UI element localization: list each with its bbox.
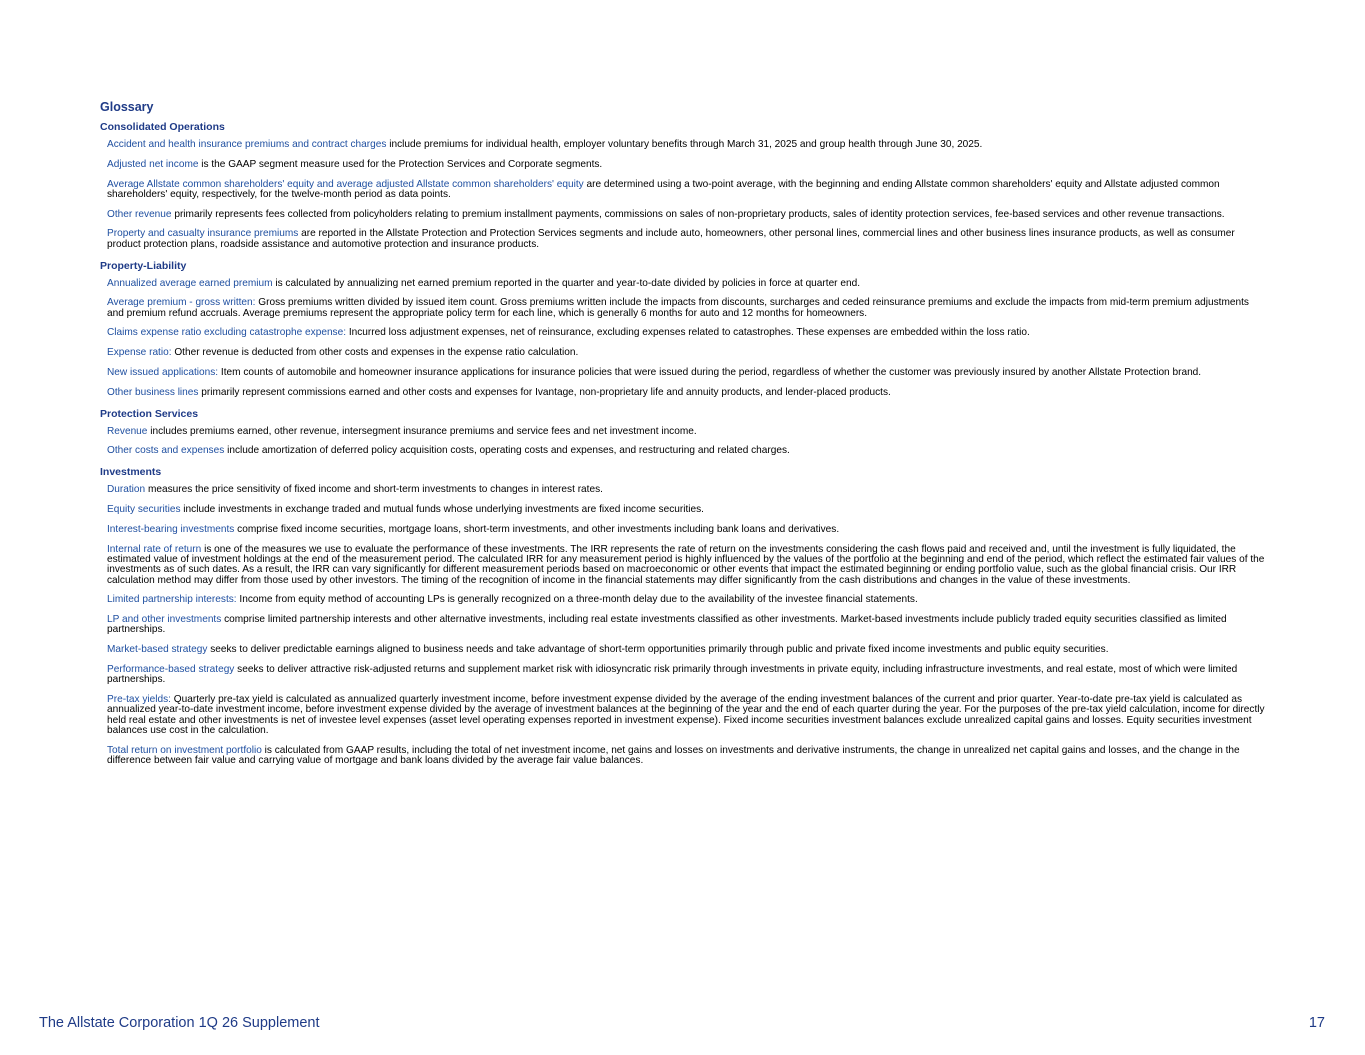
section-heading: Protection Services bbox=[100, 407, 199, 420]
glossary-term: Property and casualty insurance premiums bbox=[107, 228, 299, 240]
glossary-term: Average premium - gross written: bbox=[107, 297, 256, 309]
glossary-definition: primarily represent commissions earned and other costs and expenses for Ivantage, non-proprietary life and annuity products, and lender-placed products. bbox=[198, 386, 891, 398]
page-number: 17 bbox=[1308, 1015, 1325, 1031]
glossary-term: Annualized average earned premium bbox=[107, 277, 273, 289]
glossary-definition: Incurred loss adjustment expenses, net of reinsurance, excluding expenses related to catastrophes. These expenses are embedded within the loss ratio. bbox=[346, 327, 1030, 339]
glossary-term: Adjusted net income bbox=[107, 158, 199, 170]
glossary-entry bbox=[107, 328, 1265, 338]
glossary-definition: Item counts of automobile and homeowner insurance applications for insurance policies that were issued during the period, regardless of whether the customer was previously insured by another Allstate Protection brand. bbox=[218, 367, 1202, 379]
glossary-entry bbox=[107, 615, 1265, 636]
glossary-sections bbox=[100, 121, 1265, 766]
glossary-term: LP and other investments bbox=[107, 614, 222, 626]
glossary-entry bbox=[107, 746, 1265, 767]
glossary-entry bbox=[107, 368, 1265, 378]
glossary-term: Equity securities bbox=[107, 504, 181, 516]
glossary-term: Duration bbox=[107, 484, 146, 496]
glossary-definition: include investments in exchange traded and mutual funds whose underlying investments are fixed income securities. bbox=[180, 504, 704, 516]
glossary-definition: measures the price sensitivity of fixed income and short-term investments to changes in interest rates. bbox=[145, 484, 603, 496]
glossary-definition: Quarterly pre-tax yield is calculated as annualized quarterly investment income, before investment expense divided by the average of the ending investment balances of the current and prior quarter. Year-to-date pre-tax yield is calculated as annualized year-to-date investment income, before investment expense divided by the average of investment balances at the beginning of the year and the end of each quarter during the year. For the purposes of the pre-tax yield calculation, income for directly held real estate and other investments is net of investee level expenses (asset level operating expenses reported in investment expense). Fixed income securities investment balances exclude unrealized capital gains and losses. Equity securities investment balances use cost in the calculation. bbox=[107, 694, 1265, 736]
glossary-term: Expense ratio: bbox=[107, 347, 172, 359]
glossary-entry bbox=[107, 210, 1265, 220]
glossary-entry bbox=[107, 545, 1265, 586]
glossary-definition: is one of the measures we use to evaluate the performance of these investments. The IRR represents the rate of return on the investments considering the cash flows paid and received and, until the investment is fully liquidated, the estimated value of investment holdings at the end of the measurement period. The calculated IRR for any measurement period is highly influenced by the values of the portfolio at the beginning and end of the period, which reflect the estimated fair values of the investments as of such dates. As a result, the IRR can vary significantly for different measurement periods based on macroeconomic or other events that impact the estimated beginning or ending portfolio value, such as the global financial crisis. Our IRR calculation method may differ from those used by other investors. The timing of the recognition of income in the financial statements may differ significantly from the cash distributions and changes in the value of these investments. bbox=[107, 543, 1265, 586]
glossary-term: Other costs and expenses bbox=[107, 445, 225, 457]
glossary-term: Market-based strategy bbox=[107, 644, 208, 656]
glossary-definition: Gross premiums written divided by issued item count. Gross premiums written include the impacts from discounts, surcharges and ceded reinsurance premiums and exclude the impacts from mid-term premium adjustments and premium refund accruals. Average premiums represent the appropriate policy term for each line, which is generally 6 months for auto and 12 months for homeowners. bbox=[107, 297, 1249, 319]
glossary-term: Internal rate of return bbox=[107, 543, 202, 555]
glossary-entry bbox=[107, 645, 1265, 655]
footer-title: The Allstate Corporation 1Q 26 Supplement bbox=[39, 1015, 320, 1031]
glossary-entry bbox=[107, 388, 1265, 398]
glossary-entry bbox=[107, 348, 1265, 358]
glossary-definition: comprise fixed income securities, mortgage loans, short-term investments, and other investments including bank loans and derivatives. bbox=[234, 523, 840, 535]
glossary-term: Average Allstate common shareholders' equity and average adjusted Allstate common shareholders' equity bbox=[107, 178, 584, 190]
glossary-definition: include amortization of deferred policy acquisition costs, operating costs and expenses, and restructuring and related charges. bbox=[224, 445, 790, 457]
glossary-definition: is the GAAP segment measure used for the Protection Services and Corporate segments. bbox=[198, 158, 603, 170]
glossary-entry bbox=[107, 525, 1265, 535]
glossary-entry bbox=[107, 446, 1265, 456]
glossary-entry bbox=[107, 485, 1265, 495]
glossary-entry bbox=[107, 298, 1265, 319]
glossary-entry bbox=[107, 140, 1265, 150]
glossary-definition: are determined using a two-point average, with the beginning and ending Allstate common shareholders' equity and Allstate adjusted common shareholders' equity, respectively, for the twelve-month period as data points. bbox=[107, 178, 1220, 200]
glossary-term: Revenue bbox=[107, 425, 148, 437]
page-title: Glossary bbox=[100, 100, 154, 114]
glossary-entry bbox=[107, 665, 1265, 686]
glossary-entry bbox=[107, 160, 1265, 170]
glossary-entry bbox=[107, 279, 1265, 289]
glossary-term: Other revenue bbox=[107, 208, 172, 220]
glossary-term: Pre-tax yields: bbox=[107, 694, 171, 706]
glossary-definition: include premiums for individual health, employer voluntary benefits through March 31, 2025 and group health through June 30, 2025. bbox=[386, 139, 983, 150]
glossary-entry bbox=[107, 180, 1265, 201]
glossary-term: Total return on investment portfolio bbox=[107, 744, 262, 756]
glossary-entry bbox=[107, 595, 1265, 605]
glossary-content bbox=[100, 100, 1265, 776]
glossary-term: New issued applications: bbox=[107, 367, 219, 379]
glossary-entry bbox=[107, 505, 1265, 515]
glossary-section bbox=[100, 408, 1265, 457]
section-heading: Investments bbox=[100, 466, 162, 479]
glossary-definition: comprise limited partnership interests and other alternative investments, including real estate investments classified as other investments. Market-based investments include publicly traded equity securities classified as limited partnerships. bbox=[107, 614, 1227, 636]
glossary-definition: seeks to deliver predictable earnings aligned to business needs and take advantage of short-term opportunities primarily through public and private fixed income investments and public equity securities. bbox=[207, 644, 1109, 656]
glossary-entry bbox=[107, 695, 1265, 736]
glossary-term: Accident and health insurance premiums and contract charges bbox=[107, 139, 387, 150]
glossary-entry bbox=[107, 427, 1265, 437]
section-heading: Property-Liability bbox=[100, 259, 187, 272]
glossary-term: Claims expense ratio excluding catastrophe expense: bbox=[107, 327, 347, 339]
glossary-definition: Income from equity method of accounting LPs is generally recognized on a three-month delay due to the availability of the investee financial statements. bbox=[236, 594, 918, 606]
glossary-definition: includes premiums earned, other revenue, intersegment insurance premiums and service fees and net investment income. bbox=[147, 425, 697, 437]
glossary-definition: is calculated by annualizing net earned premium reported in the quarter and year-to-date divided by policies in force at quarter end. bbox=[272, 277, 860, 289]
glossary-entry bbox=[107, 229, 1265, 250]
glossary-term: Other business lines bbox=[107, 386, 199, 398]
glossary-definition: are reported in the Allstate Protection and Protection Services segments and include auto, homeowners, other personal lines, commercial lines and other business lines insurance products, as well as consumer product protection plans, roadside assistance and automotive protection and insurance products. bbox=[107, 228, 1235, 250]
glossary-definition: primarily represents fees collected from policyholders relating to premium installment payments, commissions on sales of non-proprietary products, sales of identity protection services, fee-based services and other revenue transactions. bbox=[171, 208, 1225, 220]
glossary-term: Limited partnership interests: bbox=[107, 594, 237, 606]
glossary-section bbox=[100, 121, 1265, 250]
glossary-term: Performance-based strategy bbox=[107, 664, 235, 676]
glossary-section bbox=[100, 260, 1265, 399]
glossary-term: Interest-bearing investments bbox=[107, 523, 235, 535]
glossary-definition: seeks to deliver attractive risk-adjusted returns and supplement market risk with idiosyncratic risk primarily through investments in private equity, including infrastructure investments, and real estate, most of which were limited partnerships. bbox=[107, 664, 1238, 686]
glossary-section bbox=[100, 466, 1265, 766]
glossary-definition: is calculated from GAAP results, including the total of net investment income, net gains and losses on investments and derivative instruments, the change in unrealized net capital gains and losses, and the change in the difference between fair value and carrying value of mortgage and bank loans divided by the average fair value balances. bbox=[107, 744, 1240, 767]
glossary-definition: Other revenue is deducted from other costs and expenses in the expense ratio calculation. bbox=[171, 347, 579, 359]
section-heading: Consolidated Operations bbox=[100, 121, 225, 133]
